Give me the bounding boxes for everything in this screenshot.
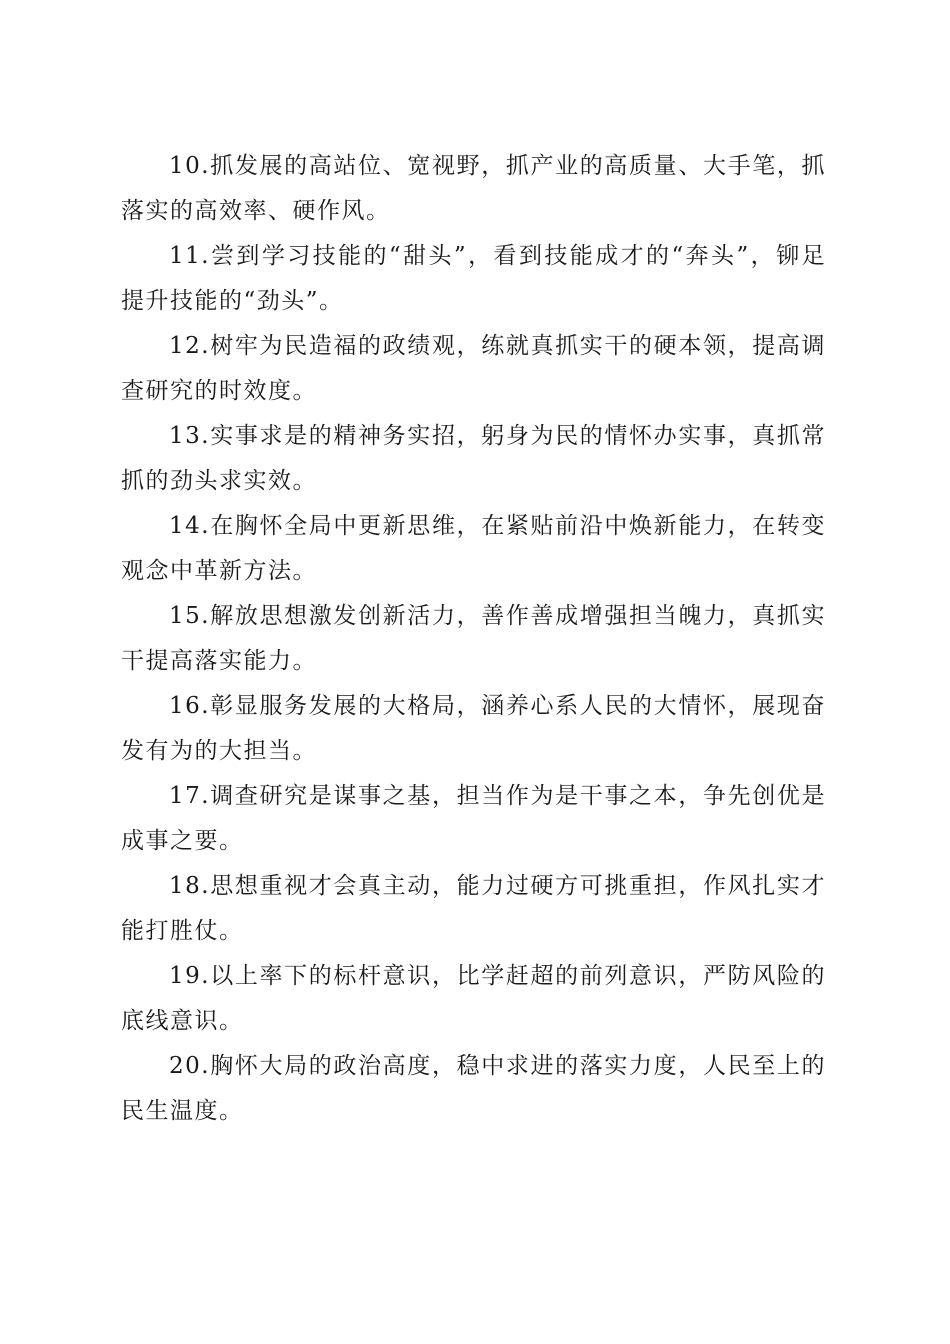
list-item: 12.树牢为民造福的政绩观，练就真抓实干的硬本领，提高调查研究的时效度。 [121, 333, 826, 404]
list-item: 16.彰显服务发展的大格局，涵养心系人民的大情怀，展现奋发有为的大担当。 [121, 693, 826, 764]
list-item: 13.实事求是的精神务实招，躬身为民的情怀办实事，真抓常抓的劲头求实效。 [121, 423, 826, 494]
list-item: 17.调查研究是谋事之基，担当作为是干事之本，争先创优是成事之要。 [121, 783, 826, 854]
document-body [121, 144, 826, 1134]
list-item: 15.解放思想激发创新活力，善作善成增强担当魄力，真抓实干提高落实能力。 [121, 603, 826, 674]
list-item: 10.抓发展的高站位、宽视野，抓产业的高质量、大手笔，抓落实的高效率、硬作风。 [121, 153, 826, 224]
list-item: 20.胸怀大局的政治高度，稳中求进的落实力度，人民至上的民生温度。 [121, 1053, 826, 1124]
list-item: 18.思想重视才会真主动，能力过硬方可挑重担，作风扎实才能打胜仗。 [121, 873, 826, 944]
list-item: 14.在胸怀全局中更新思维，在紧贴前沿中焕新能力，在转变观念中革新方法。 [121, 513, 826, 584]
list-item: 19.以上率下的标杆意识，比学赶超的前列意识，严防风险的底线意识。 [121, 963, 826, 1034]
list-item: 11.尝到学习技能的“甜头”，看到技能成才的“奔头”，铆足提升技能的“劲头”。 [121, 243, 826, 314]
